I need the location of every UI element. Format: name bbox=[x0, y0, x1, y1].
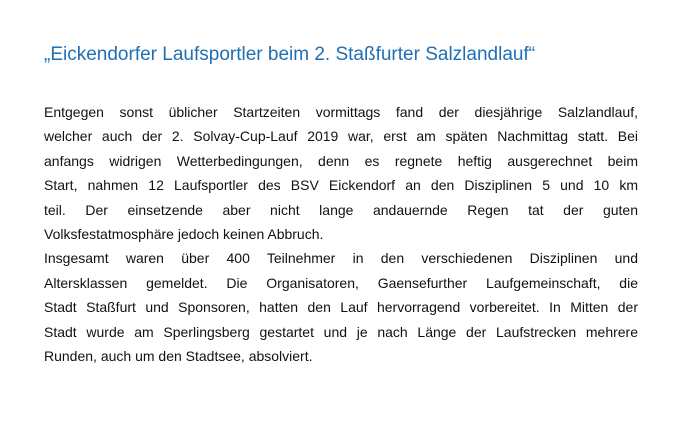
text-line: Volksfestatmosphäre jedoch keinen Abbruch. bbox=[44, 225, 324, 242]
text-line: Start, nahmen 12 Laufsportler des BSV Eickendorf an den Disziplinen 5 und 10 km bbox=[44, 177, 638, 194]
article-title: „Eickendorfer Laufsportler beim 2. Staßfurter Salzlandlauf“ bbox=[44, 44, 536, 65]
text-line: welcher auch der 2. Solvay-Cup-Lauf 2019 war, erst am späten Nachmittag statt. Bei bbox=[44, 128, 638, 145]
paragraph-1 bbox=[44, 100, 638, 246]
article-body bbox=[44, 100, 638, 368]
text-line: Stadt wurde am Sperlingsberg gestartet und je nach Länge der Laufstrecken mehrere bbox=[44, 323, 638, 340]
text-line: anfangs widrigen Wetterbedingungen, denn es regnete heftig ausgerechnet beim bbox=[44, 152, 638, 169]
text-line: Insgesamt waren über 400 Teilnehmer in den verschiedenen Disziplinen und bbox=[44, 250, 638, 267]
text-line: Stadt Staßfurt und Sponsoren, hatten den Lauf hervorragend vorbereitet. In Mitten der bbox=[44, 299, 638, 316]
text-line: Runden, auch um den Stadtsee, absolviert. bbox=[44, 347, 313, 364]
text-line: Entgegen sonst üblicher Startzeiten vormittags fand der diesjährige Salzlandlauf, bbox=[44, 104, 638, 120]
text-line: teil. Der einsetzende aber nicht lange andauernde Regen tat der guten bbox=[44, 201, 638, 218]
paragraph-2 bbox=[44, 246, 638, 368]
text-line: Altersklassen gemeldet. Die Organisatoren, Gaensefurther Laufgemeinschaft, die bbox=[44, 274, 638, 291]
